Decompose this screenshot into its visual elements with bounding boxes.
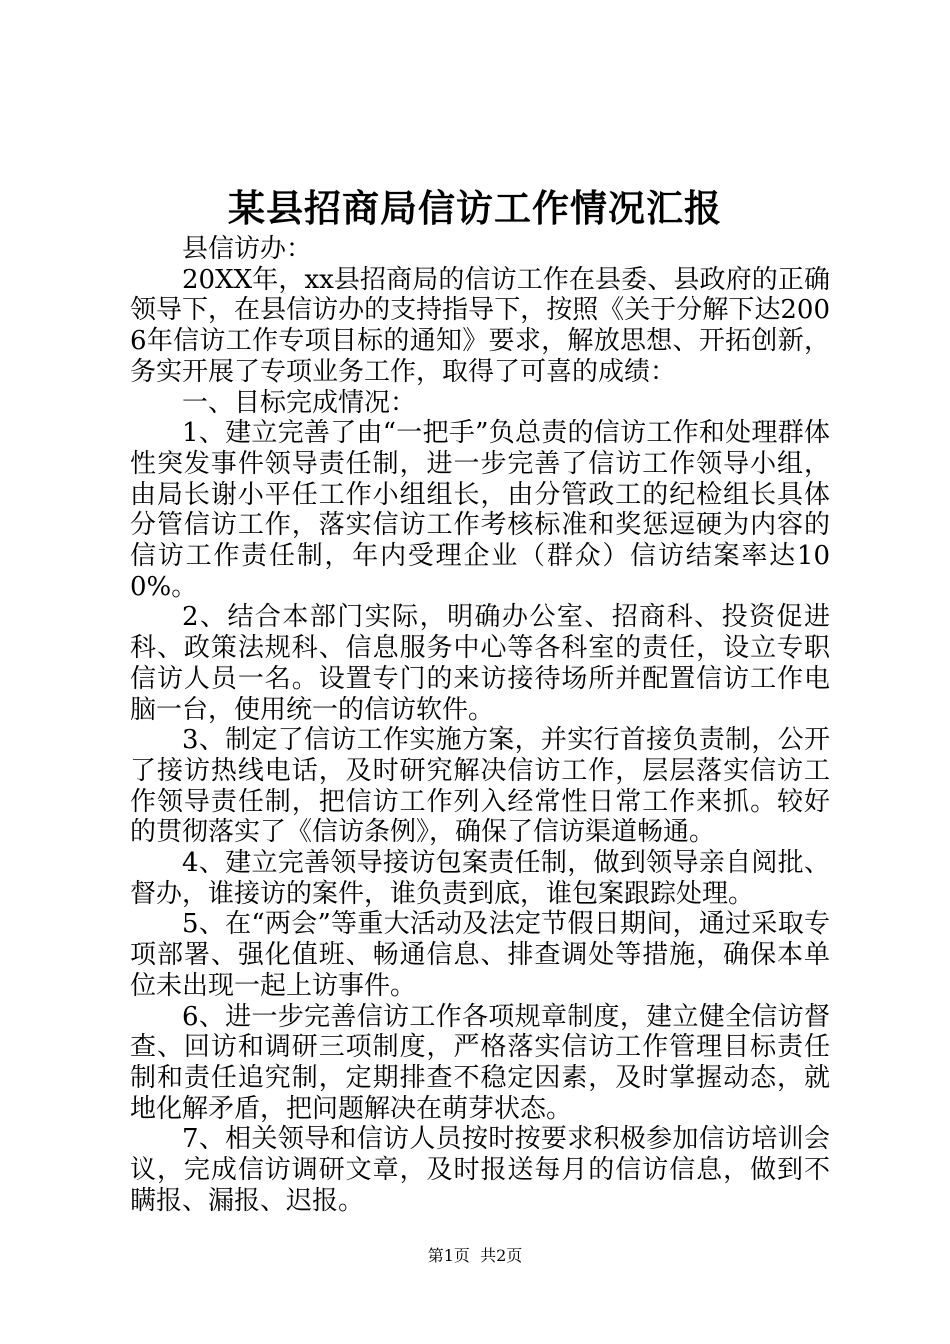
list-item: 4、建立完善领导接访包案责任制，做到领导亲自阅批、督办，谁接访的案件，谁负责到底，谁包案跟踪处理。 xyxy=(130,848,830,909)
document-title: 某县招商局信访工作情况汇报 xyxy=(228,186,722,230)
list-item: 3、制定了信访工作实施方案，并实行首接负责制，公开了接访热线电话，及时研究解决信访工作，层层落实信访工作领导责任制，把信访工作列入经常性日常工作来抓。较好的贯彻落实了《信访条例》，确保了信访渠道畅通。 xyxy=(130,725,830,848)
list-item: 6、进一步完善信访工作各项规章制度，建立健全信访督查、回访和调研三项制度，严格落实信访工作管理目标责任制和责任追究制，定期排查不稳定因素，及时掌握动态，就地化解矛盾，把问题解决在萌芽状态。 xyxy=(130,1001,830,1124)
section-heading: 一、目标完成情况： xyxy=(182,387,417,418)
page-footer xyxy=(0,1245,950,1267)
list-item: 7、相关领导和信访人员按时按要求积极参加信访培训会议，完成信访调研文章，及时报送每月的信访信息，做到不瞒报、漏报、迟报。 xyxy=(130,1124,830,1216)
list-item: 5、在“两会”等重大活动及法定节假日期间，通过采取专项部署、强化值班、畅通信息、排查调处等措施，确保本单位未出现一起上访事件。 xyxy=(130,909,830,1001)
salutation: 县信访办： xyxy=(182,234,313,264)
page-number: 第1页 共2页 xyxy=(427,1246,523,1265)
list-item: 1、建立完善了由“一把手”负总责的信访工作和处理群体性突发事件领导责任制，进一步完善了信访工作领导小组，由局长谢小平任工作小组组长，由分管政工的纪检组长具体分管信访工作，落实信访工作考核标准和奖惩逗硬为内容的信访工作责任制，年内受理企业（群众）信访结案率达100%。 xyxy=(130,418,830,602)
document-body xyxy=(130,234,830,1217)
list-item: 2、结合本部门实际，明确办公室、招商科、投资促进科、政策法规科、信息服务中心等各科室的责任，设立专职信访人员一名。设置专门的来访接待场所并配置信访工作电脑一台，使用统一的信访软件。 xyxy=(130,602,830,725)
intro-paragraph: 20XX年，xx县招商局的信访工作在县委、县政府的正确领导下，在县信访办的支持指导下，按照《关于分解下达2006年信访工作专项目标的通知》要求，解放思想、开拓创新，务实开展了专项业务工作，取得了可喜的成绩： xyxy=(130,264,830,387)
